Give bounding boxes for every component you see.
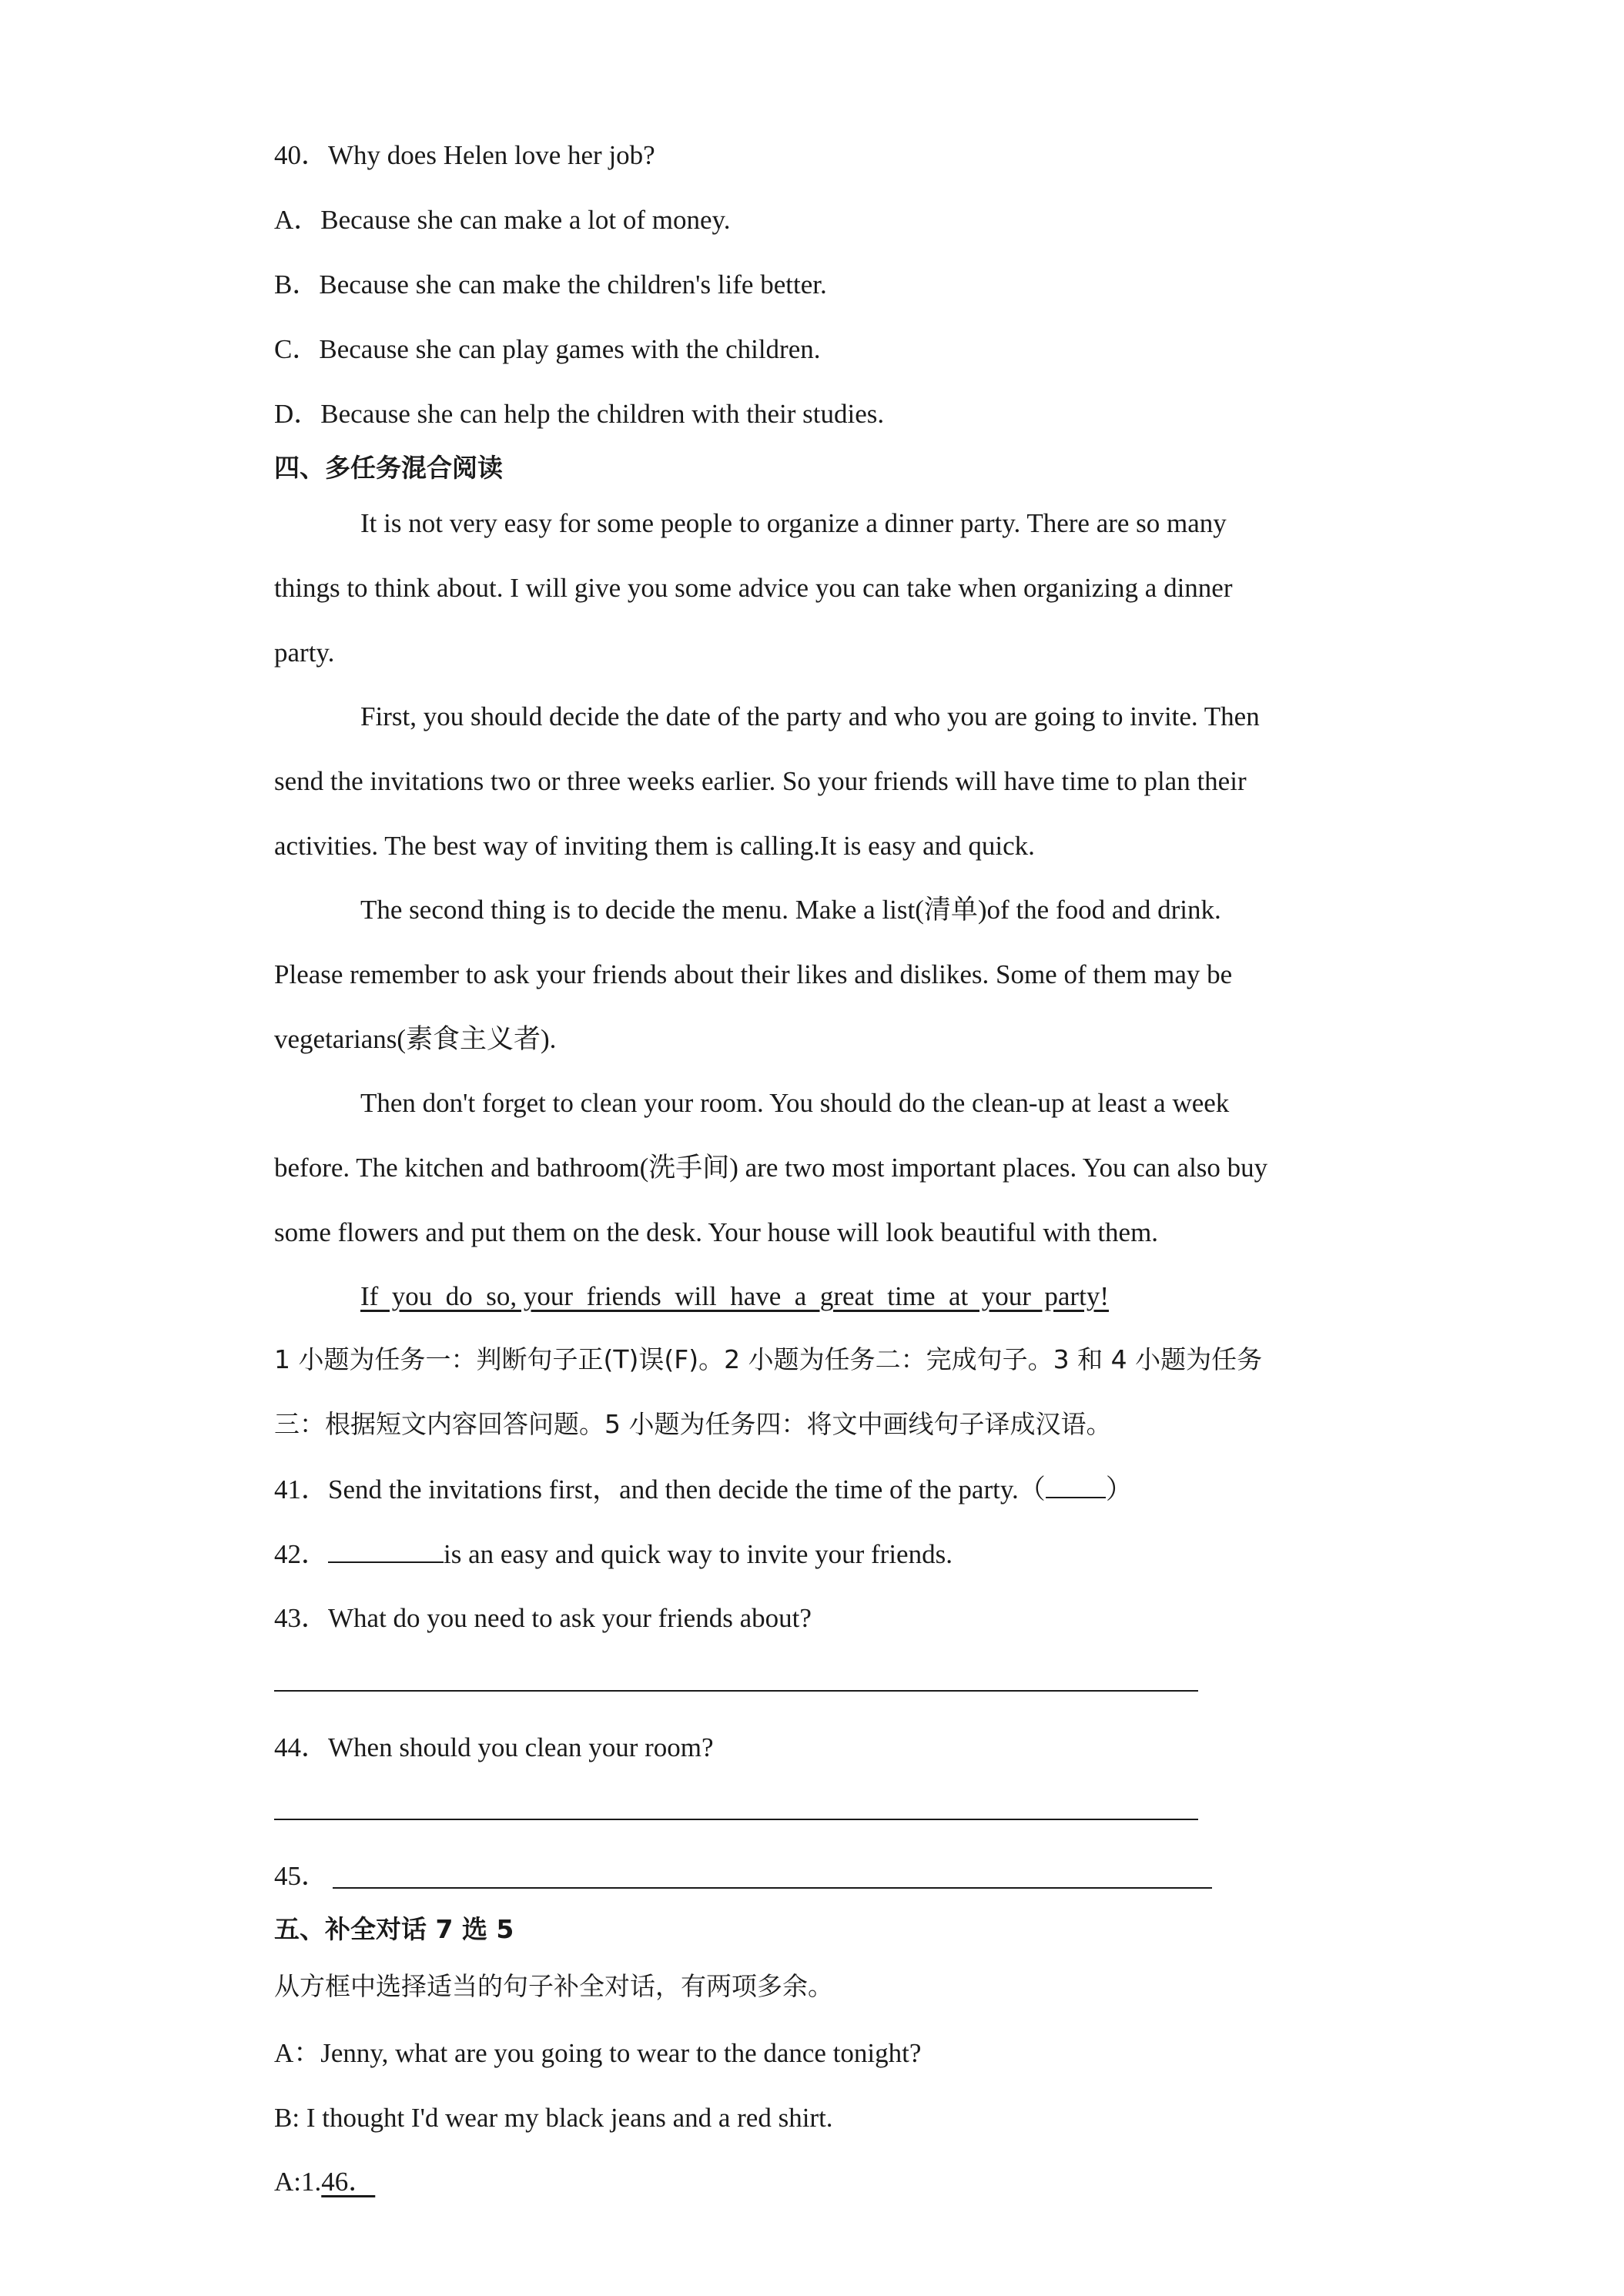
section5-heading: 五、补全对话 7 选 5 bbox=[274, 1914, 514, 1944]
q40-option-a: A．Because she can make a lot of money. bbox=[274, 205, 731, 235]
q40-option-c: C．Because she can play games with the children. bbox=[274, 334, 821, 364]
q45-number: 45． bbox=[274, 1861, 329, 1891]
section4-heading: 四、多任务混合阅读 bbox=[274, 453, 503, 483]
q42-text: is an easy and quick way to invite your friends. bbox=[444, 1539, 953, 1569]
passage-line: party. bbox=[274, 638, 335, 668]
q46-blank[interactable]: 46． bbox=[321, 2167, 376, 2197]
task-instructions: 1 小题为任务一：判断句子正(T)误(F)。2 小题为任务二：完成句子。3 和 4 小题为任务 bbox=[274, 1344, 1263, 1374]
section5-instruction: 从方框中选择适当的句子补全对话，有两项多余。 bbox=[274, 1971, 833, 2001]
q44-question: 44．When should you clean your room? bbox=[274, 1732, 714, 1762]
q41-text: 41．Send the invitations first，and then decide the time of the party.（ bbox=[274, 1474, 1046, 1504]
passage-line: The second thing is to decide the menu. Make a list(清单)of the food and drink. bbox=[360, 895, 1221, 925]
q40-option-d: D．Because she can help the children with their studies. bbox=[274, 399, 885, 429]
q43-question: 43．What do you need to ask your friends about? bbox=[274, 1603, 812, 1633]
passage-line: First, you should decide the date of the party and who you are going to invite. Then bbox=[360, 701, 1260, 731]
q44-answer-line[interactable] bbox=[274, 1819, 1198, 1820]
passage-line: Then don't forget to clean your room. You should do the clean-up at least a week bbox=[360, 1088, 1230, 1118]
dialogue-line: A：Jenny, what are you going to wear to the dance tonight? bbox=[274, 2038, 922, 2068]
dialogue-line-blank bbox=[274, 2165, 375, 2199]
q40-question: 40．Why does Helen love her job? bbox=[274, 140, 655, 170]
q41-answer-blank[interactable] bbox=[1046, 1474, 1106, 1498]
q42 bbox=[274, 1538, 953, 1571]
task-instructions: 三：根据短文内容回答问题。5 小题为任务四：将文中画线句子译成汉语。 bbox=[274, 1409, 1112, 1439]
q45 bbox=[274, 1859, 328, 1893]
passage-line: It is not very easy for some people to organize a dinner party. There are so many bbox=[360, 508, 1227, 538]
dialogue-line: B: I thought I'd wear my black jeans and a red shirt. bbox=[274, 2103, 833, 2133]
underlined-sentence: If you do so, your friends will have a great time at your party! bbox=[360, 1281, 1109, 1311]
q43-answer-line[interactable] bbox=[274, 1690, 1198, 1692]
passage-line: before. The kitchen and bathroom(洗手间) are two most important places. You can also buy bbox=[274, 1153, 1268, 1183]
q42-answer-blank[interactable] bbox=[328, 1538, 444, 1563]
q45-answer-line[interactable] bbox=[333, 1887, 1212, 1889]
passage-line: activities. The best way of inviting them is calling.It is easy and quick. bbox=[274, 831, 1035, 861]
passage-line: vegetarians(素食主义者). bbox=[274, 1024, 557, 1054]
passage-line: Please remember to ask your friends about their likes and dislikes. Some of them may be bbox=[274, 959, 1233, 989]
q42-number: 42． bbox=[274, 1539, 329, 1569]
q40-option-b: B．Because she can make the children's life better. bbox=[274, 269, 827, 300]
dialogue-speaker: A:1. bbox=[274, 2167, 322, 2197]
passage-line: some flowers and put them on the desk. Your house will look beautiful with them. bbox=[274, 1217, 1159, 1247]
q41-close: ） bbox=[1105, 1474, 1133, 1504]
q41 bbox=[274, 1473, 1133, 1507]
passage-line: things to think about. I will give you some advice you can take when organizing a dinner bbox=[274, 573, 1233, 603]
passage-line: send the invitations two or three weeks earlier. So your friends will have time to plan their bbox=[274, 766, 1247, 796]
